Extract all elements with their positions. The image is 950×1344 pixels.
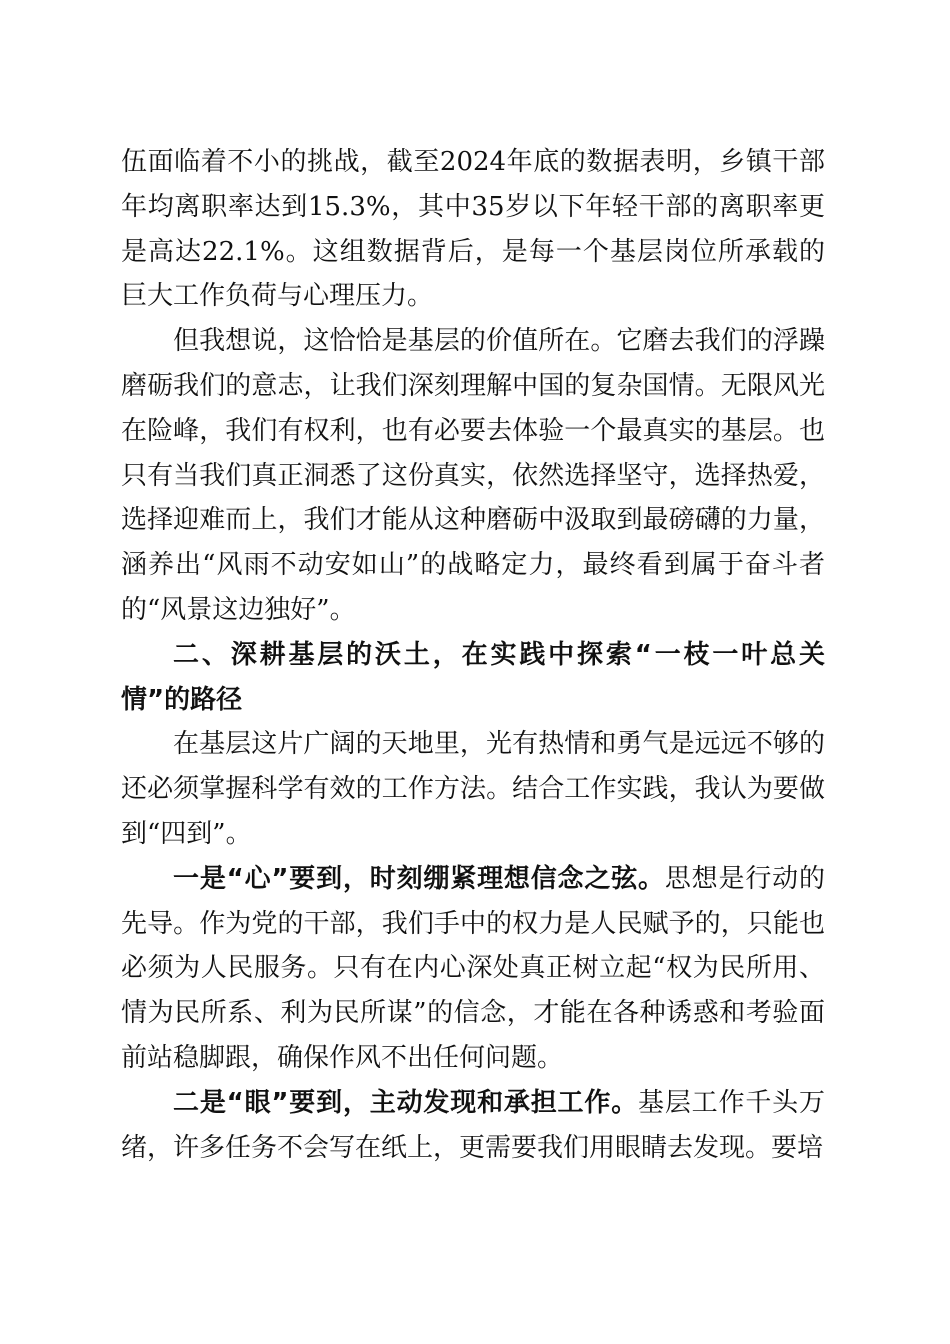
point-paragraph-heart: [121, 857, 825, 1081]
paragraph-continued: 伍面临着不小的挑战，截至2024年底的数据表明，乡镇干部年均离职率达到15.3%，其中35岁以下年轻干部的离职率更是高达22.1%。这组数据背后，是每一个基层岗位所承载的巨大工作负荷与心理压力。: [121, 147, 825, 312]
section-heading: 二、深耕基层的沃土，在实践中探索“一枝一叶总关情”的路径: [121, 639, 825, 715]
point-paragraph-eye: [121, 1081, 825, 1171]
paragraph-grassroots-value: 但我想说，这恰恰是基层的价值所在。它磨去我们的浮躁磨砺我们的意志，让我们深刻理解中国的复杂国情。无限风光在险峰，我们有权利，也有必要去体验一个最真实的基层。也只有当我们真正洞悉了这份真实，依然选择坚守，选择热爱，选择迎难而上，我们才能从这种磨砺中汲取到最磅礴的力量，涵养出“风雨不动安如山”的战略定力，最终看到属于奋斗者的“风景这边独好”。: [121, 326, 825, 625]
paragraph-intro: 在基层这片广阔的天地里，光有热情和勇气是远远不够的还必须掌握科学有效的工作方法。结合工作实践，我认为要做到“四到”。: [121, 729, 825, 849]
point-lead-heart: 一是“心”要到，时刻绷紧理想信念之弦。: [173, 863, 665, 894]
point-lead-eye: 二是“眼”要到，主动发现和承担工作。: [173, 1087, 639, 1118]
point-body-eye: 基层工作千头万绪，许多任务不会写在纸上，更需要我们用眼睛去发现。要培: [121, 1087, 825, 1163]
point-body-heart: 思想是行动的先导。作为党的干部，我们手中的权力是人民赋予的，只能也必须为人民服务。只有在内心深处真正树立起“权为民所用、情为民所系、利为民所谋”的信念，才能在各种诱惑和考验面前站稳脚跟，确保作风不出任何问题。: [121, 863, 825, 1073]
document-body: [121, 140, 825, 1170]
